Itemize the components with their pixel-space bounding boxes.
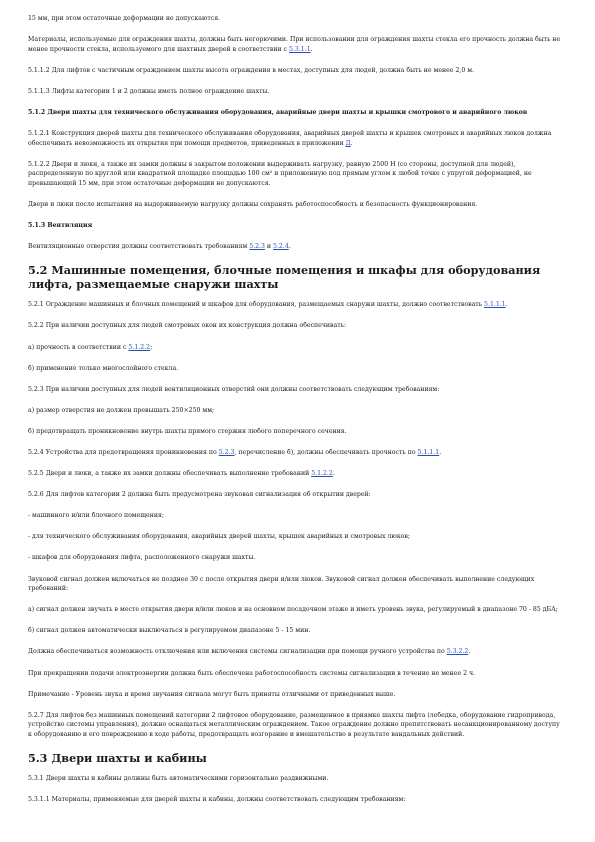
subsection-title	[28, 221, 564, 231]
paragraph-text: - машинного и/или блочного помещения;	[28, 512, 164, 520]
paragraph	[28, 711, 564, 740]
paragraph-text: б) сигнал должен автоматически выключаться в регулируемом диапазоне 5 - 15 мин.	[28, 627, 311, 635]
paragraph	[28, 532, 564, 542]
paragraph	[28, 35, 564, 54]
paragraph	[28, 129, 564, 148]
paragraph-text: Примечание - Уровень звука и время звучания сигнала могут быть приняты отличными от приведенных выше.	[28, 690, 396, 698]
paragraph-text: 5.1.2.1 Конструкция дверей шахты для технического обслуживания оборудования, аварийных дверей шахты и крышек смотровых и аварийных люков должна обеспечивать невозможность их открытия при помощи предметов, приведенных в приложении	[28, 130, 552, 147]
paragraph	[28, 343, 564, 353]
paragraph-text: 5.2.6 Для лифтов категории 2 должна быть предусмотрена звуковая сигнализация об открытии дверей:	[28, 491, 371, 499]
paragraph	[28, 669, 564, 679]
paragraph	[28, 795, 564, 805]
paragraph-text: 5.2.2 При наличии доступных для людей смотровых окон их конструкция должна обеспечивать:	[28, 322, 347, 330]
paragraph	[28, 690, 564, 700]
paragraph-text: 5.1.3 Вентиляция	[28, 222, 93, 230]
cross-reference-link[interactable]: Д	[345, 139, 351, 147]
paragraph	[28, 469, 564, 479]
subsection-title	[28, 108, 564, 118]
paragraph-text: .	[288, 243, 291, 251]
document-page	[28, 14, 564, 816]
paragraph	[28, 626, 564, 636]
paragraph	[28, 448, 564, 458]
paragraph-text: а) размер отверстия не должен превышать 250×250 мм;	[28, 406, 215, 414]
heading-text: 5.2 Машинные помещения, блочные помещения и шкафы для оборудования лифта, размещаемые снаружи шахты	[28, 263, 541, 292]
paragraph	[28, 490, 564, 500]
paragraph-text: 15 мм, при этом остаточные деформации не допускаются.	[28, 15, 221, 22]
paragraph-text: .	[310, 45, 313, 53]
paragraph	[28, 511, 564, 521]
paragraph-text: 5.1.1.3 Лифты категории 1 и 2 должны иметь полное ограждение шахты.	[28, 87, 270, 95]
paragraph-text: 5.2.3 При наличии доступных для людей вентиляционных отверстий они должны соответствовать следующим требованиям:	[28, 385, 440, 393]
paragraph-text: 5.2.1 Ограждение машинных и блочных помещений и шкафов для оборудования, размещаемых снаружи шахты, должно соответствовать	[28, 301, 485, 309]
paragraph-text: б) предотвращать проникновение внутрь шахты прямого стержня любого поперечного сечения.	[28, 427, 347, 435]
paragraph	[28, 242, 564, 252]
paragraph	[28, 553, 564, 563]
paragraph-text: Вентиляционные отверстия должны соответствовать требованиям	[28, 243, 250, 251]
paragraph-text: .	[332, 470, 335, 478]
paragraph	[28, 774, 564, 784]
paragraph-text: 5.3.1 Двери шахты и кабины должны быть автоматическими горизонтально раздвижными.	[28, 774, 329, 782]
cross-reference-link[interactable]: 5.1.2.2	[311, 470, 333, 478]
paragraph	[28, 427, 564, 437]
cross-reference-link[interactable]: 5.2.3	[249, 243, 265, 251]
paragraph	[28, 385, 564, 395]
cross-reference-link[interactable]: 5.1.1.1	[484, 301, 506, 309]
cross-reference-link[interactable]: 5.2.4	[273, 243, 289, 251]
paragraph-text: .	[468, 648, 471, 656]
heading-text: 5.3 Двери шахты и кабины	[28, 750, 207, 765]
paragraph	[28, 160, 564, 189]
section-heading	[28, 263, 564, 291]
cross-reference-link[interactable]: 5.1.1.1	[417, 448, 440, 456]
paragraph-text: Двери и люки после испытания на выдерживаемую нагрузку должны сохранять работоспособность и безопасность функционирования.	[28, 201, 478, 209]
paragraph	[28, 364, 564, 374]
paragraph	[28, 14, 564, 24]
section-heading	[28, 751, 564, 765]
paragraph-text: 5.2.4 Устройства для предотвращения проникновения по	[28, 448, 219, 456]
cross-reference-link[interactable]: 5.1.2.2	[128, 343, 151, 351]
paragraph-text: Должна обеспечиваться возможность отключения или включения системы сигнализации при помощи ручного устройства по	[28, 648, 447, 656]
paragraph	[28, 200, 564, 210]
paragraph	[28, 87, 564, 97]
cross-reference-link[interactable]: 5.3.2.2	[446, 648, 469, 656]
paragraph	[28, 321, 564, 331]
paragraph-text: - для технического обслуживания оборудования, аварийных дверей шахты, крышек аварийных и смотровых люков;	[28, 533, 410, 541]
paragraph-text: ;	[150, 343, 153, 351]
paragraph-text: а) сигнал должен звучать в месте открытия двери и/или люков и на основном посадочном этаже и иметь уровень звука, регулируемый в диапазоне 70 - 85 дБА;	[28, 606, 558, 614]
paragraph-text: 5.1.2 Двери шахты для технического обслуживания оборудования, аварийные двери шахты и крышки смотрового и аварийного люков	[28, 108, 528, 116]
paragraph-text: 5.1.2.2 Двери и люки, а также их замки должны в закрытом положении выдерживать нагрузку, равную 2500 Н (со стороны, доступной для людей), распределенную по круглой или квадратной площадке площадью 100 см² и приложенную под прямым углом к любой точке с упругой деформацией, не превышающей 15 мм, при этом остаточные деформации не допускаются.	[28, 160, 532, 187]
paragraph	[28, 406, 564, 416]
cross-reference-link[interactable]: 5.2.3	[218, 448, 235, 456]
paragraph-text: 5.1.1.2 Для лифтов с частичным ограждением шахты высота ограждения в местах, доступных для людей, должна быть не менее 2,0 м.	[28, 66, 475, 74]
paragraph-text: а) прочность в соответствии с	[28, 343, 129, 351]
paragraph-text: , перечисление б), должны обеспечивать прочность по	[234, 448, 418, 456]
paragraph	[28, 66, 564, 76]
cross-reference-link[interactable]: 5.3.1.1	[289, 45, 311, 53]
paragraph-text: - шкафов для оборудования лифта, расположенного снаружи шахты.	[28, 554, 256, 562]
paragraph-text: 5.2.7 Для лифтов без машинных помещений категории 2 лифтовое оборудование, размещенное в приямке шахты лифта (лебедка, оборудование гидропривода, устройство системы управления), должно оснащаться металлическим ограждением. Такое ограждение должно препятствовать несанкционированному доступу к оборудованию и его повреждению в ходе работы, предотвращать возгорание и вмешательство в результате вандальных действий.	[28, 711, 560, 738]
paragraph	[28, 647, 564, 657]
paragraph-text: Материалы, используемые для ограждения шахты, должны быть негорючими. При использовании для ограждения шахты стекла его прочность должна быть не менее прочности стекла, используемого для шахтных дверей в соответствии с	[28, 36, 561, 53]
paragraph-text: 5.2.5 Двери и люки, а также их замки должны обеспечивать выполнение требований	[28, 470, 312, 478]
paragraph-text: .	[505, 301, 508, 309]
paragraph-text: .	[350, 139, 353, 147]
paragraph-text: и	[264, 243, 274, 251]
paragraph-text: б) применение только многослойного стекла.	[28, 364, 179, 372]
paragraph	[28, 605, 564, 615]
paragraph	[28, 575, 564, 594]
paragraph-text: Звуковой сигнал должен включаться не позднее 30 с после открытия двери и/или люков. Звуковой сигнал должен обеспечивать выполнение следующих требований:	[28, 575, 535, 593]
paragraph-text: 5.3.1.1 Материалы, применяемые для дверей шахты и кабины, должны соответствовать следующим требованиям:	[28, 796, 406, 804]
paragraph-text: .	[439, 448, 442, 456]
paragraph	[28, 300, 564, 310]
paragraph-text: При прекращении подачи электроэнергии должна быть обеспечена работоспособность системы сигнализации в течение не менее 2 ч.	[28, 669, 476, 677]
